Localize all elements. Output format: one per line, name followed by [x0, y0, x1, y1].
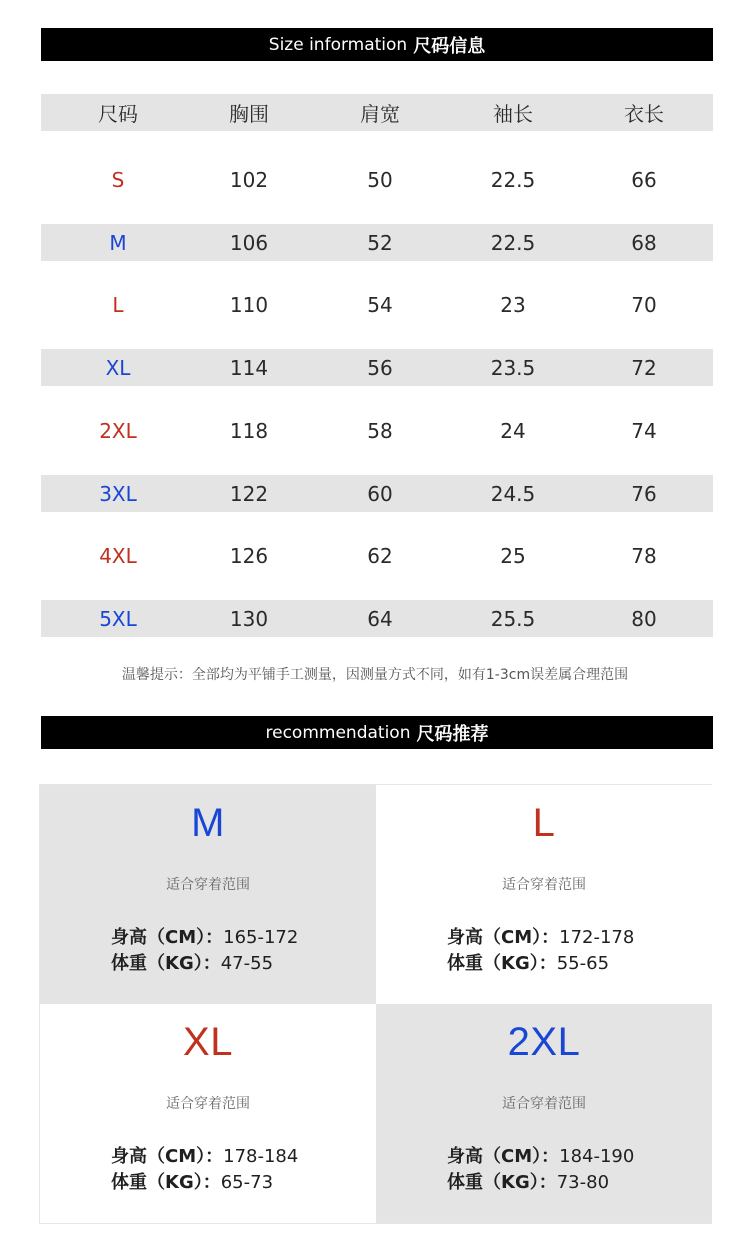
row-size: XL — [105, 355, 131, 380]
table-header-row — [41, 94, 713, 131]
card-height — [447, 923, 634, 949]
row-shoulder: 62 — [367, 543, 393, 568]
row-length: 76 — [631, 481, 657, 506]
header-sleeve: 袖长 — [493, 102, 533, 126]
row-length: 72 — [631, 355, 657, 380]
card-weight — [111, 949, 273, 975]
row-sleeve: 22.5 — [490, 167, 536, 192]
header-length: 衣长 — [624, 102, 664, 126]
row-shoulder: 52 — [367, 230, 393, 255]
weight-label: 体重（KG）： — [447, 953, 557, 974]
row-length: 78 — [631, 543, 657, 568]
row-shoulder: 56 — [367, 355, 393, 380]
weight-label: 体重（KG）： — [111, 953, 221, 974]
row-chest: 102 — [229, 167, 269, 192]
row-size: M — [109, 230, 127, 255]
row-length: 80 — [631, 606, 657, 631]
row-shoulder: 58 — [367, 418, 393, 443]
row-size: 2XL — [99, 418, 137, 443]
table-row — [41, 412, 713, 449]
card-range-label: 适合穿着范围 — [166, 1096, 250, 1112]
height-label: 身高（CM）： — [111, 927, 224, 948]
card-weight — [447, 949, 609, 975]
row-chest: 118 — [229, 418, 269, 443]
height-label: 身高（CM）： — [111, 1146, 224, 1167]
header-chest: 胸围 — [229, 102, 269, 126]
row-size: 5XL — [99, 606, 137, 631]
weight-value: 55-65 — [556, 953, 610, 974]
row-chest: 110 — [229, 292, 269, 317]
table-row — [41, 349, 713, 386]
row-sleeve: 23.5 — [490, 355, 536, 380]
recommendation-grid — [39, 784, 712, 1224]
row-chest: 126 — [229, 543, 269, 568]
height-value: 178-184 — [223, 1146, 299, 1167]
card-size: XL — [183, 1020, 233, 1064]
recommendation-card-2xl — [376, 1004, 712, 1223]
table-row — [41, 224, 713, 261]
row-shoulder: 50 — [367, 167, 393, 192]
card-range-label: 适合穿着范围 — [502, 877, 586, 893]
height-value: 172-178 — [559, 927, 635, 948]
size-info-title-cn: 尺码信息 — [413, 35, 486, 57]
row-size: S — [111, 167, 125, 192]
card-weight — [111, 1168, 273, 1194]
recommendation-title-en: recommendation — [265, 722, 411, 743]
height-value: 184-190 — [559, 1146, 635, 1167]
card-range-label: 适合穿着范围 — [502, 1096, 586, 1112]
table-row — [41, 286, 713, 323]
recommendation-card-xl — [40, 1004, 376, 1223]
row-length: 66 — [631, 167, 657, 192]
header-shoulder: 肩宽 — [360, 102, 400, 126]
row-size: 4XL — [99, 543, 137, 568]
table-row — [41, 537, 713, 574]
row-size: 3XL — [99, 481, 137, 506]
table-row — [41, 600, 713, 637]
row-length: 70 — [631, 292, 657, 317]
card-weight — [447, 1168, 609, 1194]
card-size: 2XL — [507, 1020, 581, 1064]
row-sleeve: 24.5 — [490, 481, 536, 506]
row-sleeve: 25 — [500, 543, 526, 568]
recommendation-banner — [41, 716, 713, 749]
row-shoulder: 54 — [367, 292, 393, 317]
card-size: L — [532, 801, 556, 845]
weight-value: 65-73 — [220, 1172, 274, 1193]
weight-value: 73-80 — [556, 1172, 610, 1193]
card-height — [111, 1142, 298, 1168]
height-value: 165-172 — [223, 927, 299, 948]
card-range-label: 适合穿着范围 — [166, 877, 250, 893]
row-chest: 106 — [229, 230, 269, 255]
table-row — [41, 475, 713, 512]
row-shoulder: 60 — [367, 481, 393, 506]
row-chest: 114 — [229, 355, 269, 380]
table-row — [41, 161, 713, 198]
row-length: 68 — [631, 230, 657, 255]
row-size: L — [112, 292, 124, 317]
height-label: 身高（CM）： — [447, 927, 560, 948]
card-height — [111, 923, 298, 949]
row-chest: 130 — [229, 606, 269, 631]
recommendation-card-m — [40, 785, 376, 1004]
weight-label: 体重（KG）： — [447, 1172, 557, 1193]
row-shoulder: 64 — [367, 606, 393, 631]
row-sleeve: 24 — [500, 418, 526, 443]
row-sleeve: 25.5 — [490, 606, 536, 631]
row-sleeve: 22.5 — [490, 230, 536, 255]
recommendation-card-l — [376, 785, 712, 1004]
card-height — [447, 1142, 634, 1168]
recommendation-title-cn: 尺码推荐 — [416, 723, 489, 745]
height-label: 身高（CM）： — [447, 1146, 560, 1167]
row-chest: 122 — [229, 481, 269, 506]
measurement-tip: 温馨提示：全部均为平铺手工测量，因测量方式不同，如有1-3cm误差属合理范围 — [121, 667, 629, 683]
weight-value: 47-55 — [220, 953, 274, 974]
row-length: 74 — [631, 418, 657, 443]
weight-label: 体重（KG）： — [111, 1172, 221, 1193]
size-info-banner — [41, 28, 713, 61]
row-sleeve: 23 — [500, 292, 526, 317]
size-info-title-en: Size information — [268, 34, 408, 55]
header-size: 尺码 — [98, 102, 138, 126]
card-size: M — [191, 801, 225, 845]
